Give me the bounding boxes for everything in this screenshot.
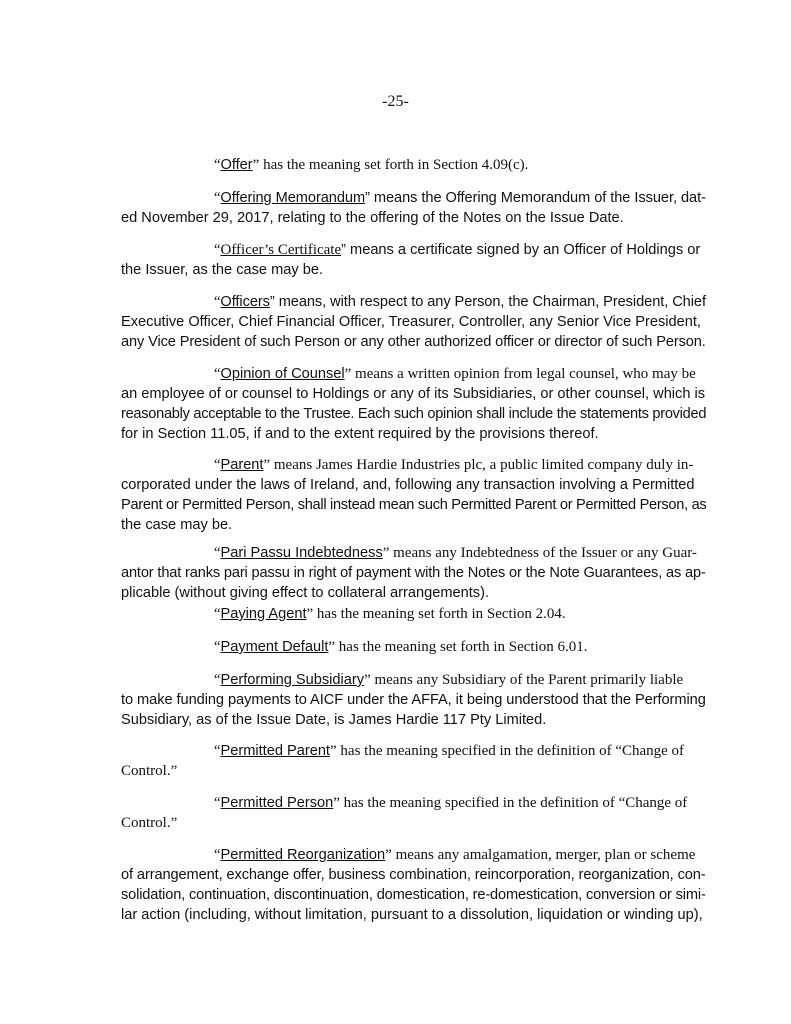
open-quote: “	[214, 672, 221, 688]
definition-text: ” means any amalgamation, merger, plan or scheme	[385, 847, 696, 863]
definition-line: antor that ranks pari passu in right of payment with the Notes or the Note Guarantees, as ap-	[121, 565, 706, 581]
defined-term: Permitted Parent	[220, 743, 330, 759]
open-quote: “	[214, 545, 221, 561]
page-number: -25-	[382, 93, 409, 110]
defined-term: Permitted Person	[220, 795, 334, 811]
definition-payment-default	[121, 637, 706, 657]
definition-text: ” has the meaning specified in the definition of “Change of	[330, 743, 685, 759]
definition-line: Executive Officer, Chief Financial Officer, Treasurer, Controller, any Senior Vice President,	[121, 314, 701, 330]
definition-paying-agent	[121, 604, 706, 624]
definition-permitted-parent	[121, 741, 706, 781]
defined-term: Officer’s Certificate	[220, 242, 342, 258]
definition-text: ” has the meaning set forth in Section 2.04.	[306, 606, 566, 622]
definition-line: reasonably acceptable to the Trustee. Each such opinion shall include the statements provided	[121, 406, 707, 422]
definition-text: ” has the meaning specified in the definition of “Change of	[333, 795, 688, 811]
definition-permitted-person	[121, 793, 706, 833]
definition-line: Parent or Permitted Person, shall instead mean such Permitted Parent or Permitted Person, as	[121, 497, 707, 513]
definition-text: ” has the meaning set forth in Section 6.01.	[328, 639, 588, 655]
open-quote: “	[214, 795, 221, 811]
definition-text: ” means a certificate signed by an Officer of Holdings or	[341, 242, 701, 258]
definition-line: Control.”	[121, 815, 178, 831]
definition-offering-memorandum	[121, 188, 706, 228]
open-quote: “	[214, 639, 221, 655]
definition-performing-subsidiary	[121, 670, 706, 730]
definition-text: ” means a written opinion from legal counsel, who may be	[344, 366, 696, 382]
defined-term: Officers	[220, 294, 270, 310]
definition-line: Control.”	[121, 763, 178, 779]
definition-line: the Issuer, as the case may be.	[121, 262, 323, 278]
open-quote: “	[214, 190, 221, 206]
definition-line: corporated under the laws of Ireland, and, following any transaction involving a Permitted	[121, 477, 695, 493]
definition-opinion-of-counsel	[121, 364, 706, 444]
defined-term: Paying Agent	[220, 606, 307, 622]
defined-term: Performing Subsidiary	[220, 672, 365, 688]
definition-permitted-reorganization	[121, 845, 706, 925]
open-quote: “	[214, 606, 221, 622]
definition-line: an employee of or counsel to Holdings or any of its Subsidiaries, or other counsel, which is	[121, 386, 706, 402]
definition-text: ” means any Subsidiary of the Parent primarily liable	[364, 672, 684, 688]
open-quote: “	[214, 366, 221, 382]
open-quote: “	[214, 242, 221, 258]
definition-pari-passu-indebtedness	[121, 543, 706, 603]
definition-line: ed November 29, 2017, relating to the offering of the Notes on the Issue Date.	[121, 210, 624, 226]
definition-officers-certificate	[121, 240, 706, 280]
defined-term: Opinion of Counsel	[220, 366, 345, 382]
definition-text: ” means any Indebtedness of the Issuer or any Guar-	[382, 545, 697, 561]
definition-line: to make funding payments to AICF under the AFFA, it being understood that the Performing	[121, 692, 706, 708]
definition-text: ” means the Offering Memorandum of the Issuer, dat-	[365, 190, 706, 206]
defined-term: Pari Passu Indebtedness	[220, 545, 383, 561]
defined-term: Payment Default	[220, 639, 329, 655]
open-quote: “	[214, 847, 221, 863]
defined-term: Offer	[220, 157, 253, 173]
definition-line: the case may be.	[121, 517, 233, 533]
definition-parent	[121, 455, 706, 535]
defined-term: Permitted Reorganization	[220, 847, 386, 863]
open-quote: “	[214, 457, 221, 473]
definition-line: for in Section 11.05, if and to the extent required by the provisions thereof.	[121, 426, 599, 442]
definition-text: ” has the meaning set forth in Section 4.09(c).	[252, 157, 529, 173]
definition-line: plicable (without giving effect to collateral arrangements).	[121, 585, 490, 601]
open-quote: “	[214, 743, 221, 759]
definition-offer	[121, 155, 706, 175]
definition-text: ” means James Hardie Industries plc, a public limited company duly in-	[263, 457, 694, 473]
definition-line: Subsidiary, as of the Issue Date, is James Hardie 117 Pty Limited.	[121, 712, 547, 728]
open-quote: “	[214, 157, 221, 173]
definition-line: any Vice President of such Person or any other authorized officer or director of such Person.	[121, 334, 706, 350]
definition-officers	[121, 292, 706, 352]
defined-term: Offering Memorandum	[220, 190, 366, 206]
definition-line: solidation, continuation, discontinuation, domestication, re-domestication, conversion or simi-	[121, 887, 706, 903]
open-quote: “	[214, 294, 221, 310]
definition-text: ” means, with respect to any Person, the Chairman, President, Chief	[269, 294, 706, 310]
definition-line: of arrangement, exchange offer, business combination, reincorporation, reorganization, con-	[121, 867, 706, 883]
defined-term: Parent	[220, 457, 264, 473]
definition-line: lar action (including, without limitation, pursuant to a dissolution, liquidation or winding up),	[121, 907, 703, 923]
